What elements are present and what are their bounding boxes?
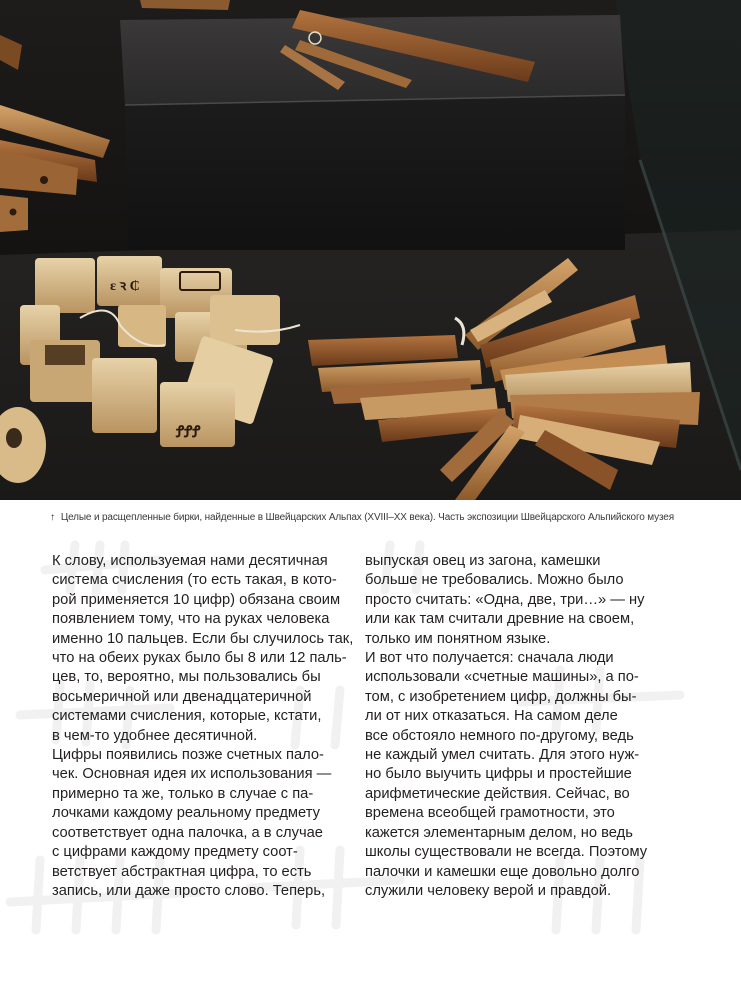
text-line: больше не требовались. Можно было (365, 572, 624, 589)
text-line: но было выучить цифры и простейшие (365, 766, 632, 783)
text-line: К слову, используемая нами десятичная (52, 553, 328, 569)
text-line: соответствует одна палочка, а в случае (52, 824, 323, 841)
text-line: цев, то, вероятно, мы пользовались бы (52, 669, 321, 686)
text-line: запись, или даже просто слово. Теперь, (52, 882, 326, 899)
text-line: времена всеобщей грамотности, это (365, 805, 615, 822)
text-line: примерно та же, только в случае с па- (52, 785, 314, 802)
text-line: все обстояло немного по-другому, ведь (365, 727, 634, 744)
photo-caption (50, 511, 730, 524)
text-line: с цифрами каждому предмету соот- (52, 844, 298, 861)
text-line: Цифры появились позже счетных пало- (52, 747, 324, 764)
text-line: в чем-то удобнее десятичной. (52, 727, 258, 744)
text-line: просто считать: «Одна, две, три…» — ну (365, 591, 645, 608)
text-line: служили человеку верой и правдой. (365, 882, 612, 899)
text-line: системами счисления, которые, кстати, (52, 708, 322, 725)
text-line: ли от них отказаться. На самом деле (365, 708, 618, 725)
text-line: арифметические действия. Сейчас, во (365, 785, 630, 802)
text-line: школы существовали не всегда. Поэтому (365, 844, 648, 861)
text-line: выпуская овец из загона, камешки (365, 553, 601, 569)
text-line: не каждый умел считать. Для этого нуж- (365, 747, 640, 764)
article-right-column (365, 552, 695, 901)
text-line: что на обеих руках было бы 8 или 12 паль- (52, 650, 347, 667)
text-line: том, с изобретением цифр, должны бы- (365, 688, 637, 705)
text-line: палочки и камешки еще довольно долго (365, 863, 640, 880)
caption-text: Целые и расщепленные бирки, найденные в Швейцарских Альпах (XVIII–XX века). Часть экспозиции Швейцарского Альпийского музея (60, 512, 674, 523)
text-line: лочками каждому реальному предмету (52, 805, 320, 822)
text-line: или как там считали древние на своем, (365, 611, 635, 628)
text-line: ветствует абстрактная цифра, то есть (52, 863, 312, 880)
svg-text:ɛ ꝛ ₵: ɛ ꝛ ₵ (110, 279, 140, 294)
text-line: появлением тому, что на руках человека (52, 611, 330, 628)
text-line: только им понятном языке. (365, 630, 551, 647)
text-line: рой применяется 10 цифр) обязана своим (52, 591, 341, 608)
text-line: система счисления (то есть такая, в кото- (52, 572, 337, 589)
article-left-column (52, 552, 382, 901)
text-line: кажется элементарным делом, но ведь (365, 824, 633, 841)
text-line: именно 10 пальцев. Если бы случилось так, (52, 630, 354, 647)
text-line: И вот что получается: сначала люди (365, 650, 614, 667)
text-line: чек. Основная идея их использования — (52, 766, 332, 783)
text-line: использовали «счетные машины», а по- (365, 669, 639, 686)
svg-text:ꝬꝬꝬ: ꝬꝬꝬ (176, 424, 201, 441)
caption-arrow-icon: ↑ (50, 512, 55, 523)
text-line: восьмеричной или двенадцатеричной (52, 688, 312, 705)
